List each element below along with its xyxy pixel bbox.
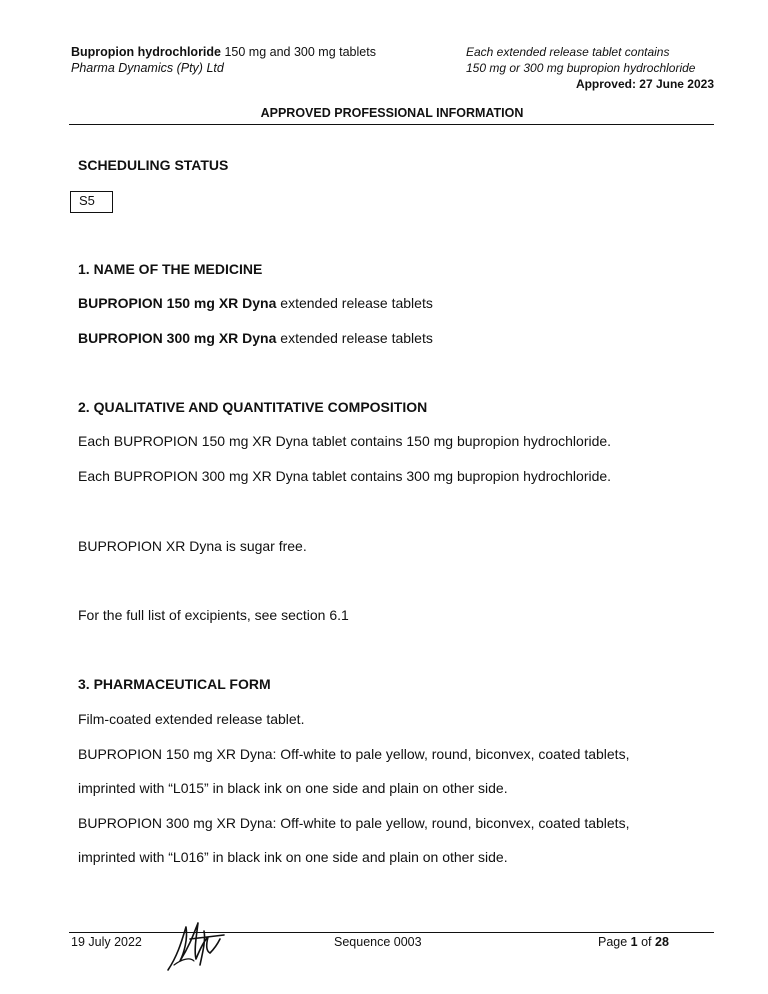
section-3-heading: 3. PHARMACEUTICAL FORM	[78, 676, 271, 692]
medicine-name-150-rest: extended release tablets	[276, 295, 433, 311]
form-line-4: BUPROPION 300 mg XR Dyna: Off-white to pale yellow, round, biconvex, coated tablets,	[78, 815, 630, 831]
section-1-heading: 1. NAME OF THE MEDICINE	[78, 261, 263, 277]
manufacturer: Pharma Dynamics (Pty) Ltd	[71, 61, 224, 75]
product-strength: 150 mg and 300 mg tablets	[221, 45, 376, 59]
form-line-1: Film-coated extended release tablet.	[78, 711, 305, 727]
medicine-name-300	[78, 330, 433, 346]
product-name: Bupropion hydrochloride	[71, 45, 221, 59]
medicine-name-300-bold: BUPROPION 300 mg XR Dyna	[78, 330, 277, 346]
sugar-free-statement: BUPROPION XR Dyna is sugar free.	[78, 538, 307, 554]
scheduling-heading: SCHEDULING STATUS	[78, 157, 229, 173]
document-title: APPROVED PROFESSIONAL INFORMATION	[260, 106, 524, 120]
form-line-5: imprinted with “L016” in black ink on one side and plain on other side.	[78, 849, 508, 865]
page-current: 1	[630, 935, 638, 949]
scheduling-status-value: S5	[79, 193, 95, 208]
signature	[160, 915, 230, 975]
composition-300: Each BUPROPION 300 mg XR Dyna tablet contains 300 mg bupropion hydrochloride.	[78, 468, 612, 484]
page-prefix: Page	[598, 935, 631, 949]
excipients-reference: For the full list of excipients, see section 6.1	[78, 607, 349, 623]
medicine-name-300-rest: extended release tablets	[276, 330, 433, 346]
form-line-3: imprinted with “L015” in black ink on one side and plain on other side.	[78, 780, 508, 796]
form-line-2: BUPROPION 150 mg XR Dyna: Off-white to pale yellow, round, biconvex, coated tablets,	[78, 746, 630, 762]
composition-line-2: 150 mg or 300 mg bupropion hydrochloride	[466, 61, 696, 75]
composition-line-1: Each extended release tablet contains	[466, 45, 670, 59]
page-total: 28	[655, 935, 669, 949]
footer-sequence: Sequence 0003	[334, 935, 422, 949]
header-right	[466, 44, 714, 92]
page-of: of	[637, 935, 655, 949]
approved-date: Approved: 27 June 2023	[575, 77, 714, 91]
header-left	[71, 44, 376, 76]
section-2-heading: 2. QUALITATIVE AND QUANTITATIVE COMPOSITION	[78, 399, 428, 415]
header-divider	[69, 124, 714, 125]
medicine-name-150	[78, 295, 433, 311]
medicine-name-150-bold: BUPROPION 150 mg XR Dyna	[78, 295, 277, 311]
scheduling-status-box	[70, 191, 113, 213]
footer-page-number	[598, 935, 669, 949]
footer-date: 19 July 2022	[71, 935, 142, 949]
composition-150: Each BUPROPION 150 mg XR Dyna tablet contains 150 mg bupropion hydrochloride.	[78, 433, 612, 449]
